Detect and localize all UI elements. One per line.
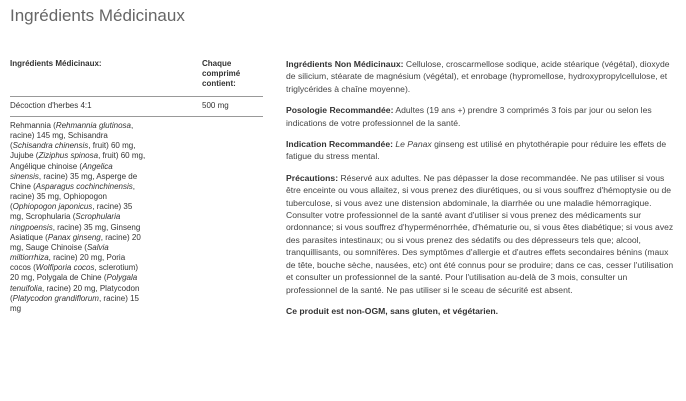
herb-detail: , racine) 20 mg xyxy=(10,232,141,252)
dosage-text: Adultes (19 ans +) prendre 3 comprimés 3 fois par jour ou selon les indications de votre professionnel de la santé. xyxy=(286,105,652,128)
herb-name: Ophiopogon xyxy=(63,192,107,202)
herb-name: Jujube xyxy=(10,151,34,161)
dosage-section xyxy=(286,104,676,129)
herb-latin: Wolfiporia cocos xyxy=(35,263,95,273)
dosage-label: Posologie Recommandée: xyxy=(286,105,394,116)
herb-detail: , racine) 145 mg xyxy=(10,121,134,141)
footer-note: Ce produit est non-OGM, sans gluten, et végétarien. xyxy=(286,305,499,316)
herb-name: Rehmannia xyxy=(10,121,51,130)
header-ingredients: Ingrédients Médicinaux: xyxy=(10,59,102,68)
herb-detail: , racine) 15 mg xyxy=(10,293,139,313)
ingredients-table xyxy=(10,57,263,314)
herb-detail: , racine) 35 mg xyxy=(52,222,107,232)
herb-latin: Panax ginseng xyxy=(47,232,101,242)
table-header xyxy=(10,57,263,97)
herb-latin: Ophiopogon japonicus xyxy=(12,202,93,212)
herb-item: Asperge de Chine (Asparagus cochinchinensis, racine) 35 mg, xyxy=(10,171,138,202)
herb-detail: , fruit) 60 mg xyxy=(88,141,134,151)
herb-detail: , racine) 35 mg xyxy=(10,181,135,202)
precautions-section xyxy=(286,172,676,296)
herb-latin: Salvia miltiorrhiza xyxy=(10,242,109,263)
non-medicinal-section xyxy=(286,58,676,95)
herb-latin: Platycodon grandiflorum xyxy=(12,293,99,303)
herb-detail: , fruit) 60 mg xyxy=(98,151,143,161)
herb-item: Platycodon (Platycodon grandiflorum, racine) 15 mg xyxy=(10,283,140,313)
herb-item: Jujube (Ziziphus spinosa, fruit) 60 mg, xyxy=(10,151,146,161)
herb-name: Platycodon xyxy=(99,283,140,293)
herb-item: Schisandra (Schisandra chinensis, fruit) 60 mg, xyxy=(10,131,136,151)
herb-detail: , racine) 20 mg xyxy=(48,253,103,263)
herb-name: Ginseng Asiatique xyxy=(10,222,141,242)
herb-latin: Angelica sinensis xyxy=(10,161,113,181)
non-medicinal-text: Cellulose, croscarmellose sodique, acide stéarique (végétal), dioxyde de silicium, stéarate de magnésium (végétal), et enrobage (hypromellose, hydroxypropylcellulose, et triglycérides à chaîne moyenne). xyxy=(286,59,670,94)
herb-item: Sauge Chinoise (Salvia miltiorrhiza, racine) 20 mg, xyxy=(10,242,109,263)
indication-text: ginseng est utilisé en phytothérapie pour réduire les effets de fatigue du stress mental. xyxy=(286,139,667,162)
herb-detail: , sclerotium) 20 mg xyxy=(10,263,139,283)
herb-detail: , racine) 35 mg xyxy=(38,171,93,181)
info-panel xyxy=(286,58,676,326)
herb-name: Polygala de Chine xyxy=(36,273,102,283)
herb-item: Ophiopogon (Ophiopogon japonicus, racine) 35 mg, xyxy=(10,192,133,222)
herb-list xyxy=(10,117,146,314)
herb-detail: , racine) 20 mg xyxy=(42,283,96,293)
herb-latin: Ziziphus spinosa xyxy=(38,151,99,161)
herb-name: Schisandra xyxy=(67,131,108,141)
precautions-text: Réservé aux adultes. Ne pas dépasser la dose recommandée. Ne pas utiliser si vous être enceinte ou vous allaitez, si vous prenez des diurétiques, ou si vous souffrez d'hémoptysie ou de tuberculose, si vous avez une distension abdominale, la diarrhée ou une maladie hémorragique. Consulter votre professionnel de la santé avant d'utiliser si vous prenez des médicaments sur ordonnance; si vous souffrez d'hyperménorrhée, d'hématurie ou, si vous êtes diabétique; si vous avez des parasites intestinaux; ou si vous prenez des sédatifs ou des dépresseurs tels que; alcool, tranquillisants, ou somnifères. Des symptômes d'allergie et d'autres effets secondaires bénins (maux de tête, bouche sèche, nausées, etc) ont été connus pour se produire; dans ce cas, cesser l'utilisation et consulter un professionnel de la santé. Pour l'utilisation au-delà de 3 mois, consulter un professionnel de la santé. Ne pas utiliser si le sceau de sécurité est absent. xyxy=(286,172,674,295)
herb-latin: Scrophularia ningpoensis xyxy=(10,212,121,232)
herb-latin: Schisandra chinensis xyxy=(12,141,89,151)
herb-item: Poria cocos (Wolfiporia cocos, sclerotium) 20 mg, xyxy=(10,253,139,283)
herb-name: Poria cocos xyxy=(10,253,126,273)
herb-latin: Asparagus cochinchinensis xyxy=(35,181,133,191)
herb-latin: Polygala tenuifolia xyxy=(10,273,138,293)
herb-name: Scrophularia xyxy=(25,212,71,222)
footer-note-section xyxy=(286,305,676,317)
herb-item: Polygala de Chine (Polygala tenuifolia, racine) 20 mg, xyxy=(10,273,138,293)
indication-label: Indication Recommandée: xyxy=(286,139,393,150)
indication-section xyxy=(286,138,676,163)
herb-name: Sauge Chinoise xyxy=(25,242,83,252)
herb-item: Ginseng Asiatique (Panax ginseng, racine) 20 mg, xyxy=(10,222,141,252)
precautions-label: Précautions: xyxy=(286,172,339,183)
table-row xyxy=(10,97,263,117)
page-title: Ingrédients Médicinaux xyxy=(10,6,185,25)
herb-item: Angélique chinoise (Angelica sinensis, racine) 35 mg, xyxy=(10,161,113,181)
header-per-tablet: Chaque comprimé contient: xyxy=(202,59,241,88)
row-amount: 500 mg xyxy=(202,101,229,110)
herb-item: Scrophularia (Scrophularia ningpoensis, racine) 35 mg, xyxy=(10,212,121,232)
herb-name: Asperge de Chine xyxy=(10,171,138,191)
herb-name: Angélique chinoise xyxy=(10,161,78,171)
herb-latin: Rehmannia glutinosa xyxy=(55,121,131,130)
row-name: Décoction d'herbes 4:1 xyxy=(10,101,92,110)
herb-detail: , racine) 35 mg xyxy=(10,202,133,222)
non-medicinal-label: Ingrédients Non Médicinaux: xyxy=(286,59,404,69)
herb-item: Rehmannia (Rehmannia glutinosa, racine) 145 mg, xyxy=(10,121,134,141)
indication-brand: Le Panax xyxy=(395,139,432,150)
